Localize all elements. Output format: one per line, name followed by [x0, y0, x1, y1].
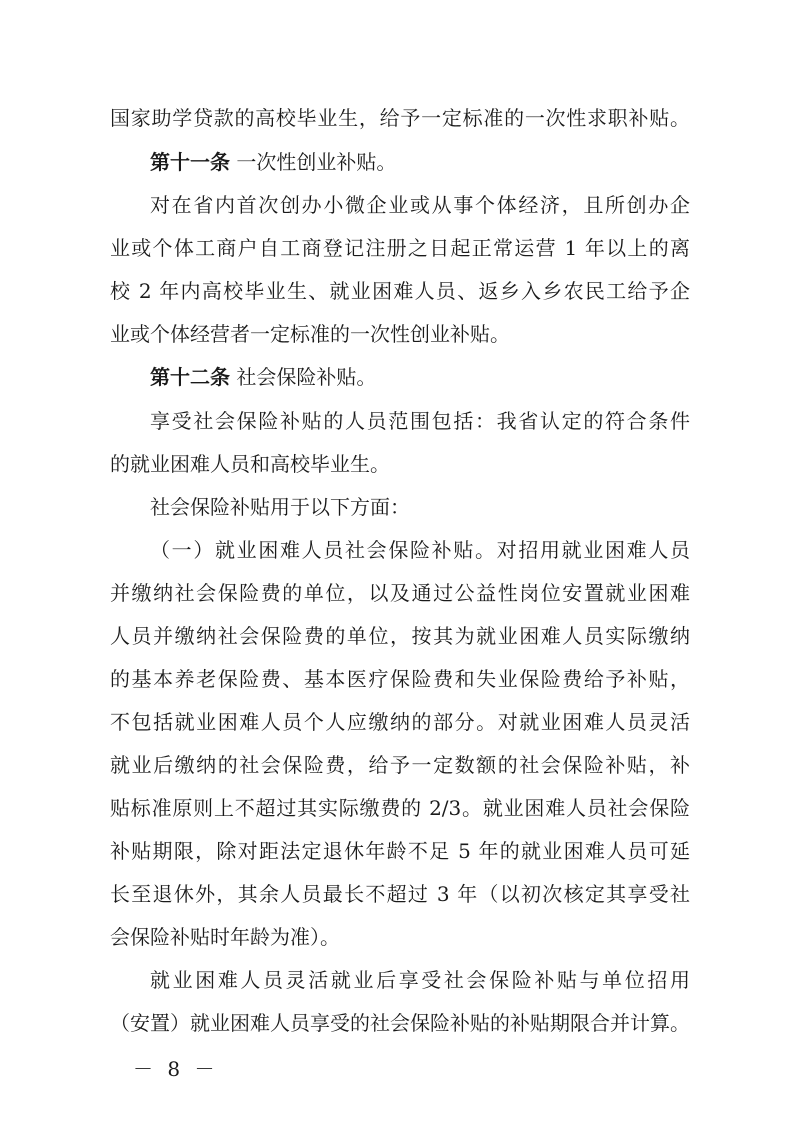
- paragraph-line: 不包括就业困难人员个人应缴纳的部分。对就业困难人员灵活: [110, 710, 690, 734]
- paragraph-line: 的就业困难人员和高校毕业生。: [110, 452, 390, 476]
- paragraph-line: （一）就业困难人员社会保险补贴。对招用就业困难人员: [150, 538, 690, 562]
- paragraph-line: 享受社会保险补贴的人员范围包括：我省认定的符合条件: [150, 409, 690, 433]
- paragraph-line: 贴标准原则上不超过其实际缴费的 2/3。就业困难人员社会保险: [110, 796, 690, 820]
- paragraph-line: 人员并缴纳社会保险费的单位，按其为就业困难人员实际缴纳: [110, 624, 690, 648]
- paragraph-line: 国家助学贷款的高校毕业生，给予一定标准的一次性求职补贴。: [110, 106, 690, 130]
- paragraph-line: 并缴纳社会保险费的单位，以及通过公益性岗位安置就业困难: [110, 581, 690, 605]
- paragraph-line: 会保险补贴时年龄为准）。: [110, 925, 340, 949]
- paragraph-line: 就业后缴纳的社会保险费，给予一定数额的社会保险补贴，补: [110, 753, 690, 777]
- article-title: 一次性创业补贴。: [236, 150, 397, 174]
- paragraph-line: 对在省内首次创办小微企业或从事个体经济，且所创办企: [150, 193, 690, 217]
- paragraph-line: 业或个体工商户自工商登记注册之日起正常运营 1 年以上的离: [110, 236, 690, 260]
- article-number: 第十二条: [150, 365, 230, 389]
- article-number: 第十一条: [150, 150, 230, 174]
- paragraph-line: 长至退休外，其余人员最长不超过 3 年（以初次核定其享受社: [110, 882, 690, 906]
- article-heading-line: [150, 148, 690, 176]
- article-heading-line: [150, 363, 690, 391]
- paragraph-line: 补贴期限，除对距法定退休年龄不足 5 年的就业困难人员可延: [110, 839, 690, 863]
- page-number: － 8 －: [133, 1057, 219, 1081]
- paragraph-line: 的基本养老保险费、基本医疗保险费和失业保险费给予补贴，: [110, 667, 690, 691]
- paragraph-line: 校 2 年内高校毕业生、就业困难人员、返乡入乡农民工给予企: [110, 279, 690, 303]
- paragraph-line: 就业困难人员灵活就业后享受社会保险补贴与单位招用: [150, 968, 690, 992]
- article-title: 社会保险补贴。: [236, 365, 377, 389]
- paragraph-line: （安置）就业困难人员享受的社会保险补贴的补贴期限合并计算。: [110, 1011, 690, 1035]
- paragraph-line: 社会保险补贴用于以下方面：: [150, 495, 410, 519]
- paragraph-line: 业或个体经营者一定标准的一次性创业补贴。: [110, 322, 510, 346]
